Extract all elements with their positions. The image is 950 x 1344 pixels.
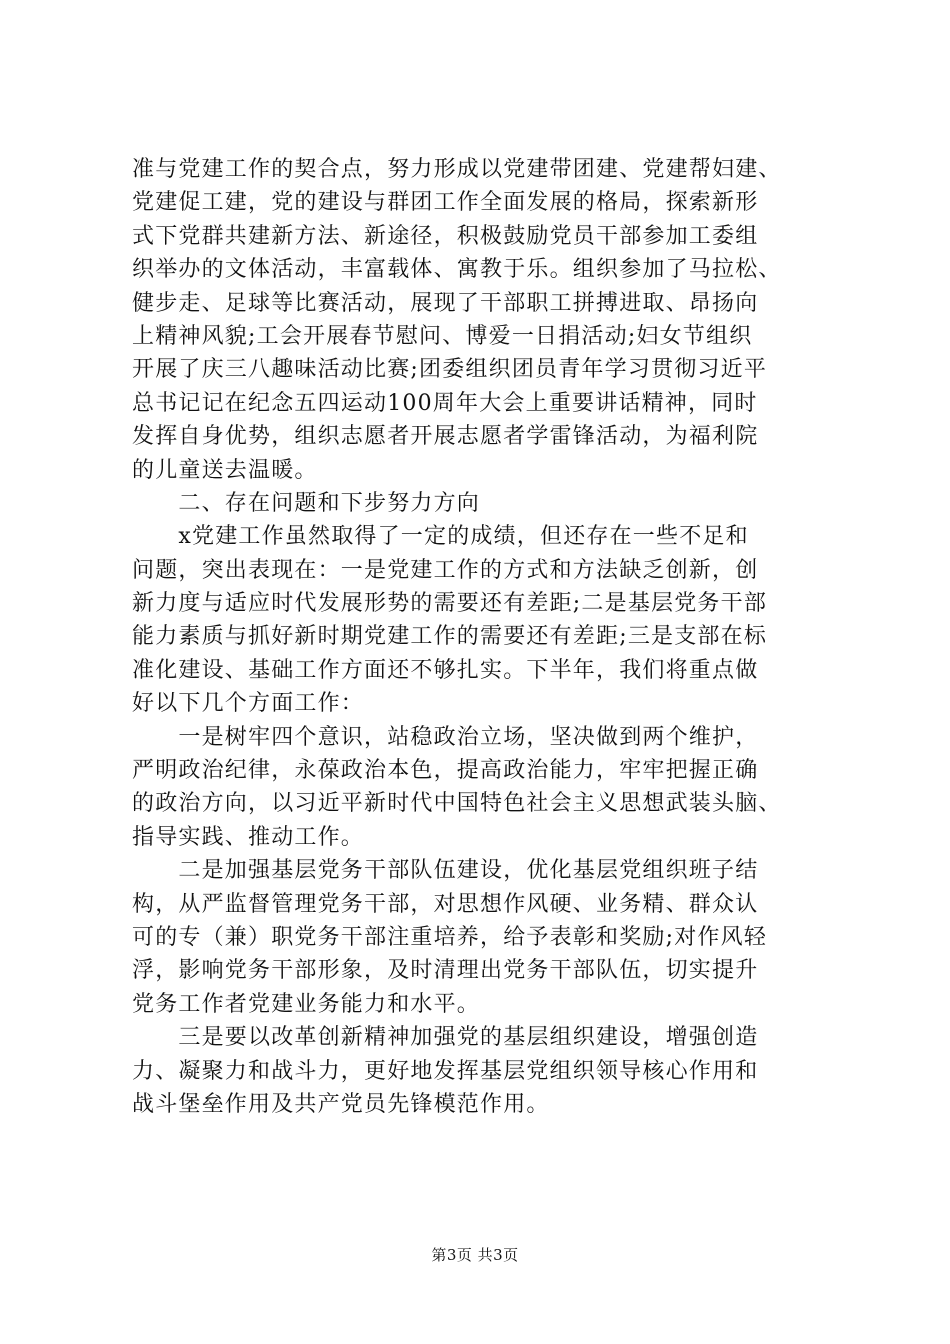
text-line: x党建工作虽然取得了一定的成绩，但还存在一些不足和	[132, 524, 749, 550]
page-footer	[0, 1244, 950, 1265]
text-line: 的儿童送去温暖。	[132, 457, 318, 483]
text-line: 三是要以改革创新精神加强党的基层组织建设，增强创造	[132, 1025, 759, 1051]
text-line: 党务工作者党建业务能力和水平。	[132, 991, 481, 1017]
text-line: 准与党建工作的契合点，努力形成以党建带团建、党建帮妇建、	[132, 157, 782, 182]
text-line: 的政治方向，以习近平新时代中国特色社会主义思想武装头脑、	[132, 791, 782, 817]
document-body	[132, 153, 832, 1121]
text-line: 一是树牢四个意识，站稳政治立场，坚决做到两个维护，	[132, 724, 759, 750]
page-number-label: 第3页 共3页	[431, 1246, 519, 1264]
text-line: 准化建设、基础工作方面还不够扎实。下半年，我们将重点做	[132, 657, 759, 683]
text-line: 发挥自身优势，组织志愿者开展志愿者学雷锋活动，为福利院	[132, 424, 759, 450]
text-line: 二是加强基层党务干部队伍建设，优化基层党组织班子结	[132, 858, 759, 884]
text-line: 构，从严监督管理党务干部，对思想作风硬、业务精、群众认	[132, 891, 759, 917]
text-line: 严明政治纪律，永葆政治本色，提高政治能力，牢牢把握正确	[132, 758, 759, 784]
text-line: 上精神风貌;工会开展春节慰问、博爱一日捐活动;妇女节组织	[132, 323, 753, 349]
text-line: 指导实践、推动工作。	[132, 824, 365, 850]
text-line: 力、凝聚力和战斗力，更好地发挥基层党组织领导核心作用和	[132, 1058, 759, 1084]
text-line: 织举办的文体活动，丰富载体、寓教于乐。组织参加了马拉松、	[132, 257, 782, 283]
text-line: 总书记记在纪念五四运动100周年大会上重要讲话精神，同时	[132, 390, 758, 416]
text-line: 可的专（兼）职党务干部注重培养，给予表彰和奖励;对作风轻	[132, 924, 768, 950]
text-line: 问题，突出表现在：一是党建工作的方式和方法缺乏创新，创	[132, 557, 759, 583]
text-line: 党建促工建，党的建设与群团工作全面发展的格局，探索新形	[132, 190, 759, 216]
text-line: 战斗堡垒作用及共产党员先锋模范作用。	[132, 1091, 550, 1117]
text-line: 能力素质与抓好新时期党建工作的需要还有差距;三是支部在标	[132, 624, 768, 650]
section-heading: 二、存在问题和下步努力方向	[132, 490, 481, 516]
text-line: 健步走、足球等比赛活动，展现了干部职工拼搏进取、昂扬向	[132, 290, 759, 316]
text-line: 式下党群共建新方法、新途径，积极鼓励党员干部参加工委组	[132, 223, 759, 249]
text-line: 开展了庆三八趣味活动比赛;团委组织团员青年学习贯彻习近平	[132, 357, 768, 383]
text-line: 新力度与适应时代发展形势的需要还有差距;二是基层党务干部	[132, 591, 768, 617]
text-line: 浮，影响党务干部形象，及时清理出党务干部队伍，切实提升	[132, 958, 759, 984]
text-line: 好以下几个方面工作：	[132, 691, 365, 717]
